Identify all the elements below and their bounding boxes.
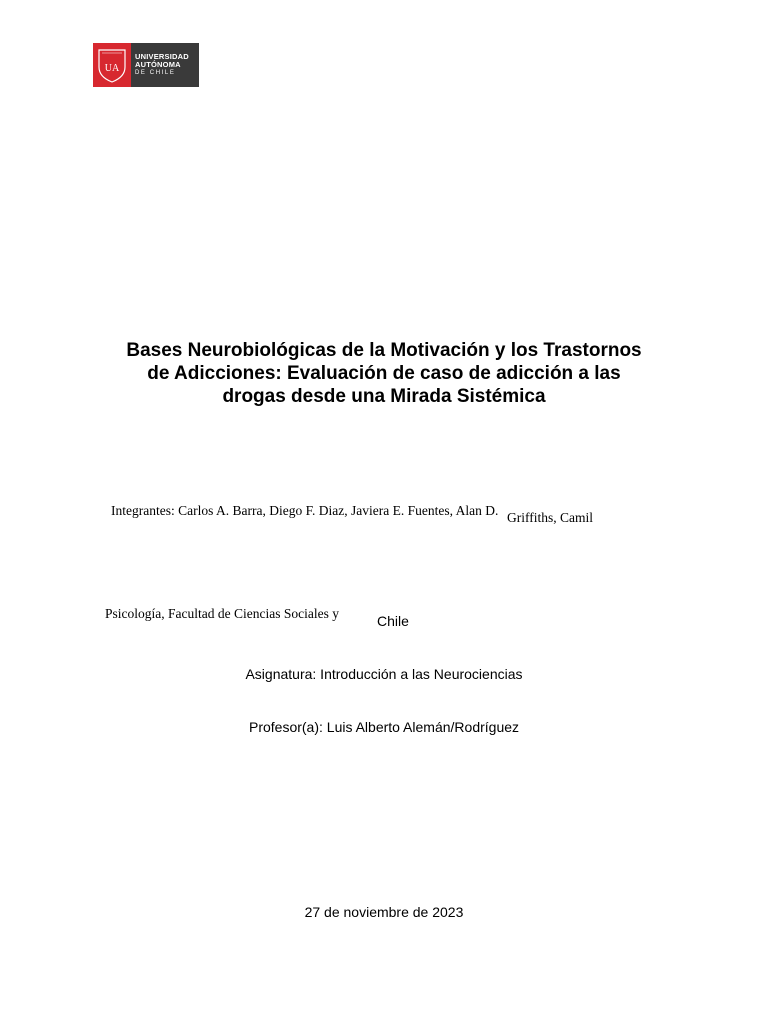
university-logo: [93, 43, 199, 87]
logo-line-3: DE CHILE: [135, 70, 176, 76]
document-title: [60, 339, 708, 408]
university-seal-icon: [93, 43, 131, 87]
date-text: 27 de noviembre de 2023: [304, 904, 464, 920]
facultad-text: Psicología, Facultad de Ciencias Sociales y: [105, 606, 339, 621]
integrantes-text: Integrantes: Carlos A. Barra, Diego F. Diaz, Javiera E. Fuentes, Alan D.: [111, 503, 499, 518]
title-line-2: de Adicciones: Evaluación de caso de adicción a las: [147, 363, 621, 384]
title-line-3: drogas desde una Mirada Sistémica: [222, 386, 546, 407]
asignatura-text: Asignatura: Introducción a las Neurociencias: [245, 666, 523, 682]
university-wordmark: [131, 43, 199, 87]
svg-text:UA: UA: [104, 63, 120, 74]
logo-line-1: UNIVERSIDAD: [135, 52, 189, 61]
logo-line-2: AUTÓNOMA: [135, 60, 181, 69]
facultad-suffix: Chile: [377, 613, 409, 629]
title-line-1: Bases Neurobiológicas de la Motivación y los Trastornos: [126, 340, 642, 361]
integrantes-text-overflow: Griffiths, Camil: [507, 510, 593, 525]
profesor-text: Profesor(a): Luis Alberto Alemán/Rodríguez: [248, 719, 520, 735]
